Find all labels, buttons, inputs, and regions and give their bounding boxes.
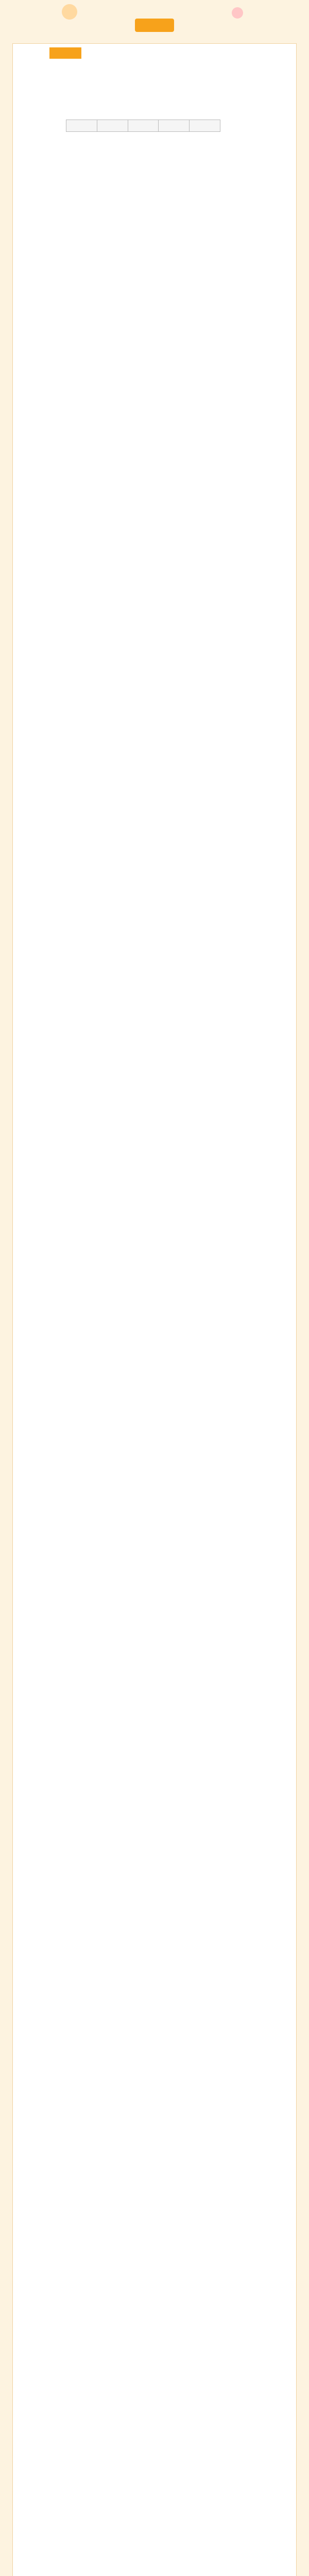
banner-decoration-left (62, 4, 77, 20)
banner-decoration-right (232, 7, 243, 19)
schedule-header-cell (128, 120, 159, 132)
schedule-header-cell (66, 120, 97, 132)
section-tab-vocal[interactable] (49, 47, 81, 59)
content-card (12, 43, 297, 2576)
page-title (135, 19, 174, 32)
schedule-header-cell (190, 120, 220, 132)
schedule-table (66, 120, 220, 132)
schedule-header-cell (97, 120, 128, 132)
schedule-header-row (66, 120, 220, 132)
page-banner (0, 0, 309, 40)
schedule-header-cell (159, 120, 190, 132)
